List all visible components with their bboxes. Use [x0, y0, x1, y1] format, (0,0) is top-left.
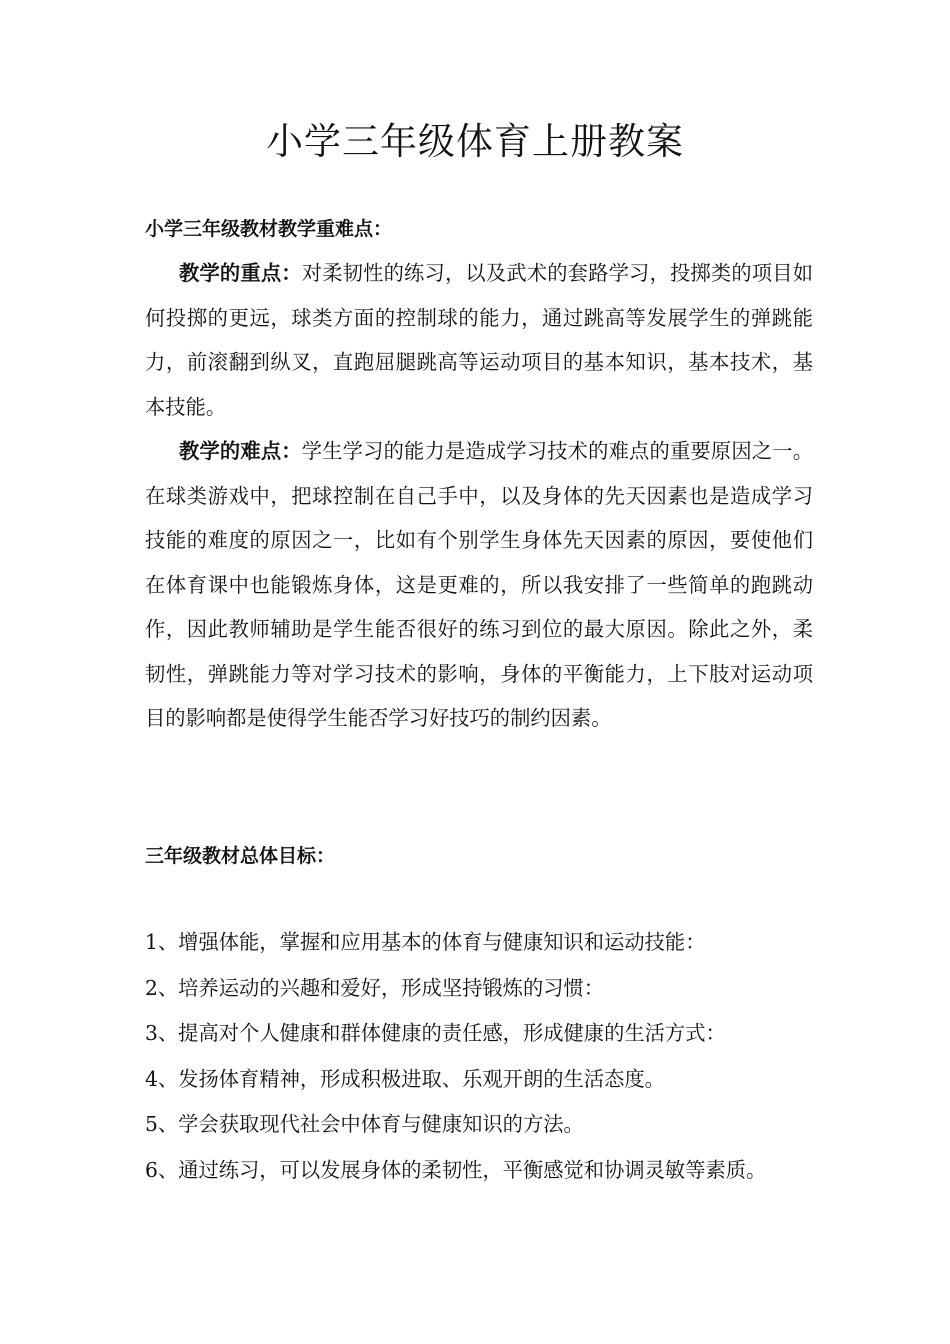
section-heading-overall-goals: 三年级教材总体目标： — [145, 845, 336, 867]
document-title: 小学三年级体育上册教案 — [266, 120, 684, 163]
goal-item: 6、通过练习，可以发展身体的柔韧性，平衡感觉和协调灵敏等素质。 — [145, 1157, 767, 1182]
goal-item: 3、提高对个人健康和群体健康的责任感，形成健康的生活方式： — [145, 1021, 726, 1045]
goal-item: 4、发扬体育精神，形成积极进取、乐观开朗的生活态度。 — [145, 1066, 665, 1091]
section-heading-key-difficulties: 小学三年级教材教学重难点： — [145, 218, 393, 240]
goal-item: 2、培养运动的兴趣和爱好，形成坚持锻炼的习惯： — [145, 975, 605, 1000]
goals-list — [145, 920, 835, 1193]
paragraph-teaching-focus — [145, 251, 813, 429]
focus-text: 对柔韧性的练习，以及武术的套路学习，投掷类的项目如何投掷的更远，球类方面的控制球的能力，通过跳高等发展学生的弹跳能力，前滚翻到纵叉，直跑屈腿跳高等运动项目的基本知识，基本技术，基本技能。 — [145, 261, 813, 419]
goal-item: 1、增强体能，掌握和应用基本的体育与健康知识和运动技能： — [145, 930, 706, 954]
difficulty-text: 学生学习的能力是造成学习技术的难点的重要原因之一。在球类游戏中，把球控制在自己手中，以及身体的先天因素也是造成学习技能的难度的原因之一，比如有个别学生身体先天因素的原因，要使他们在体育课中也能锻炼身体，这是更难的，所以我安排了一些简单的跑跳动作，因此教师辅助是学生能否很好的练习到位的最大原因。除此之外，柔韧性，弹跳能力等对学习技术的影响，身体的平衡能力，上下肢对运动项目的影响都是使得学生能否学习好技巧的制约因素。 — [145, 439, 813, 730]
focus-label: 教学的重点： — [179, 261, 302, 285]
goal-item: 5、学会获取现代社会中体育与健康知识的方法。 — [145, 1112, 584, 1136]
difficulty-label: 教学的难点： — [179, 439, 302, 463]
paragraph-teaching-difficulty — [145, 429, 813, 741]
